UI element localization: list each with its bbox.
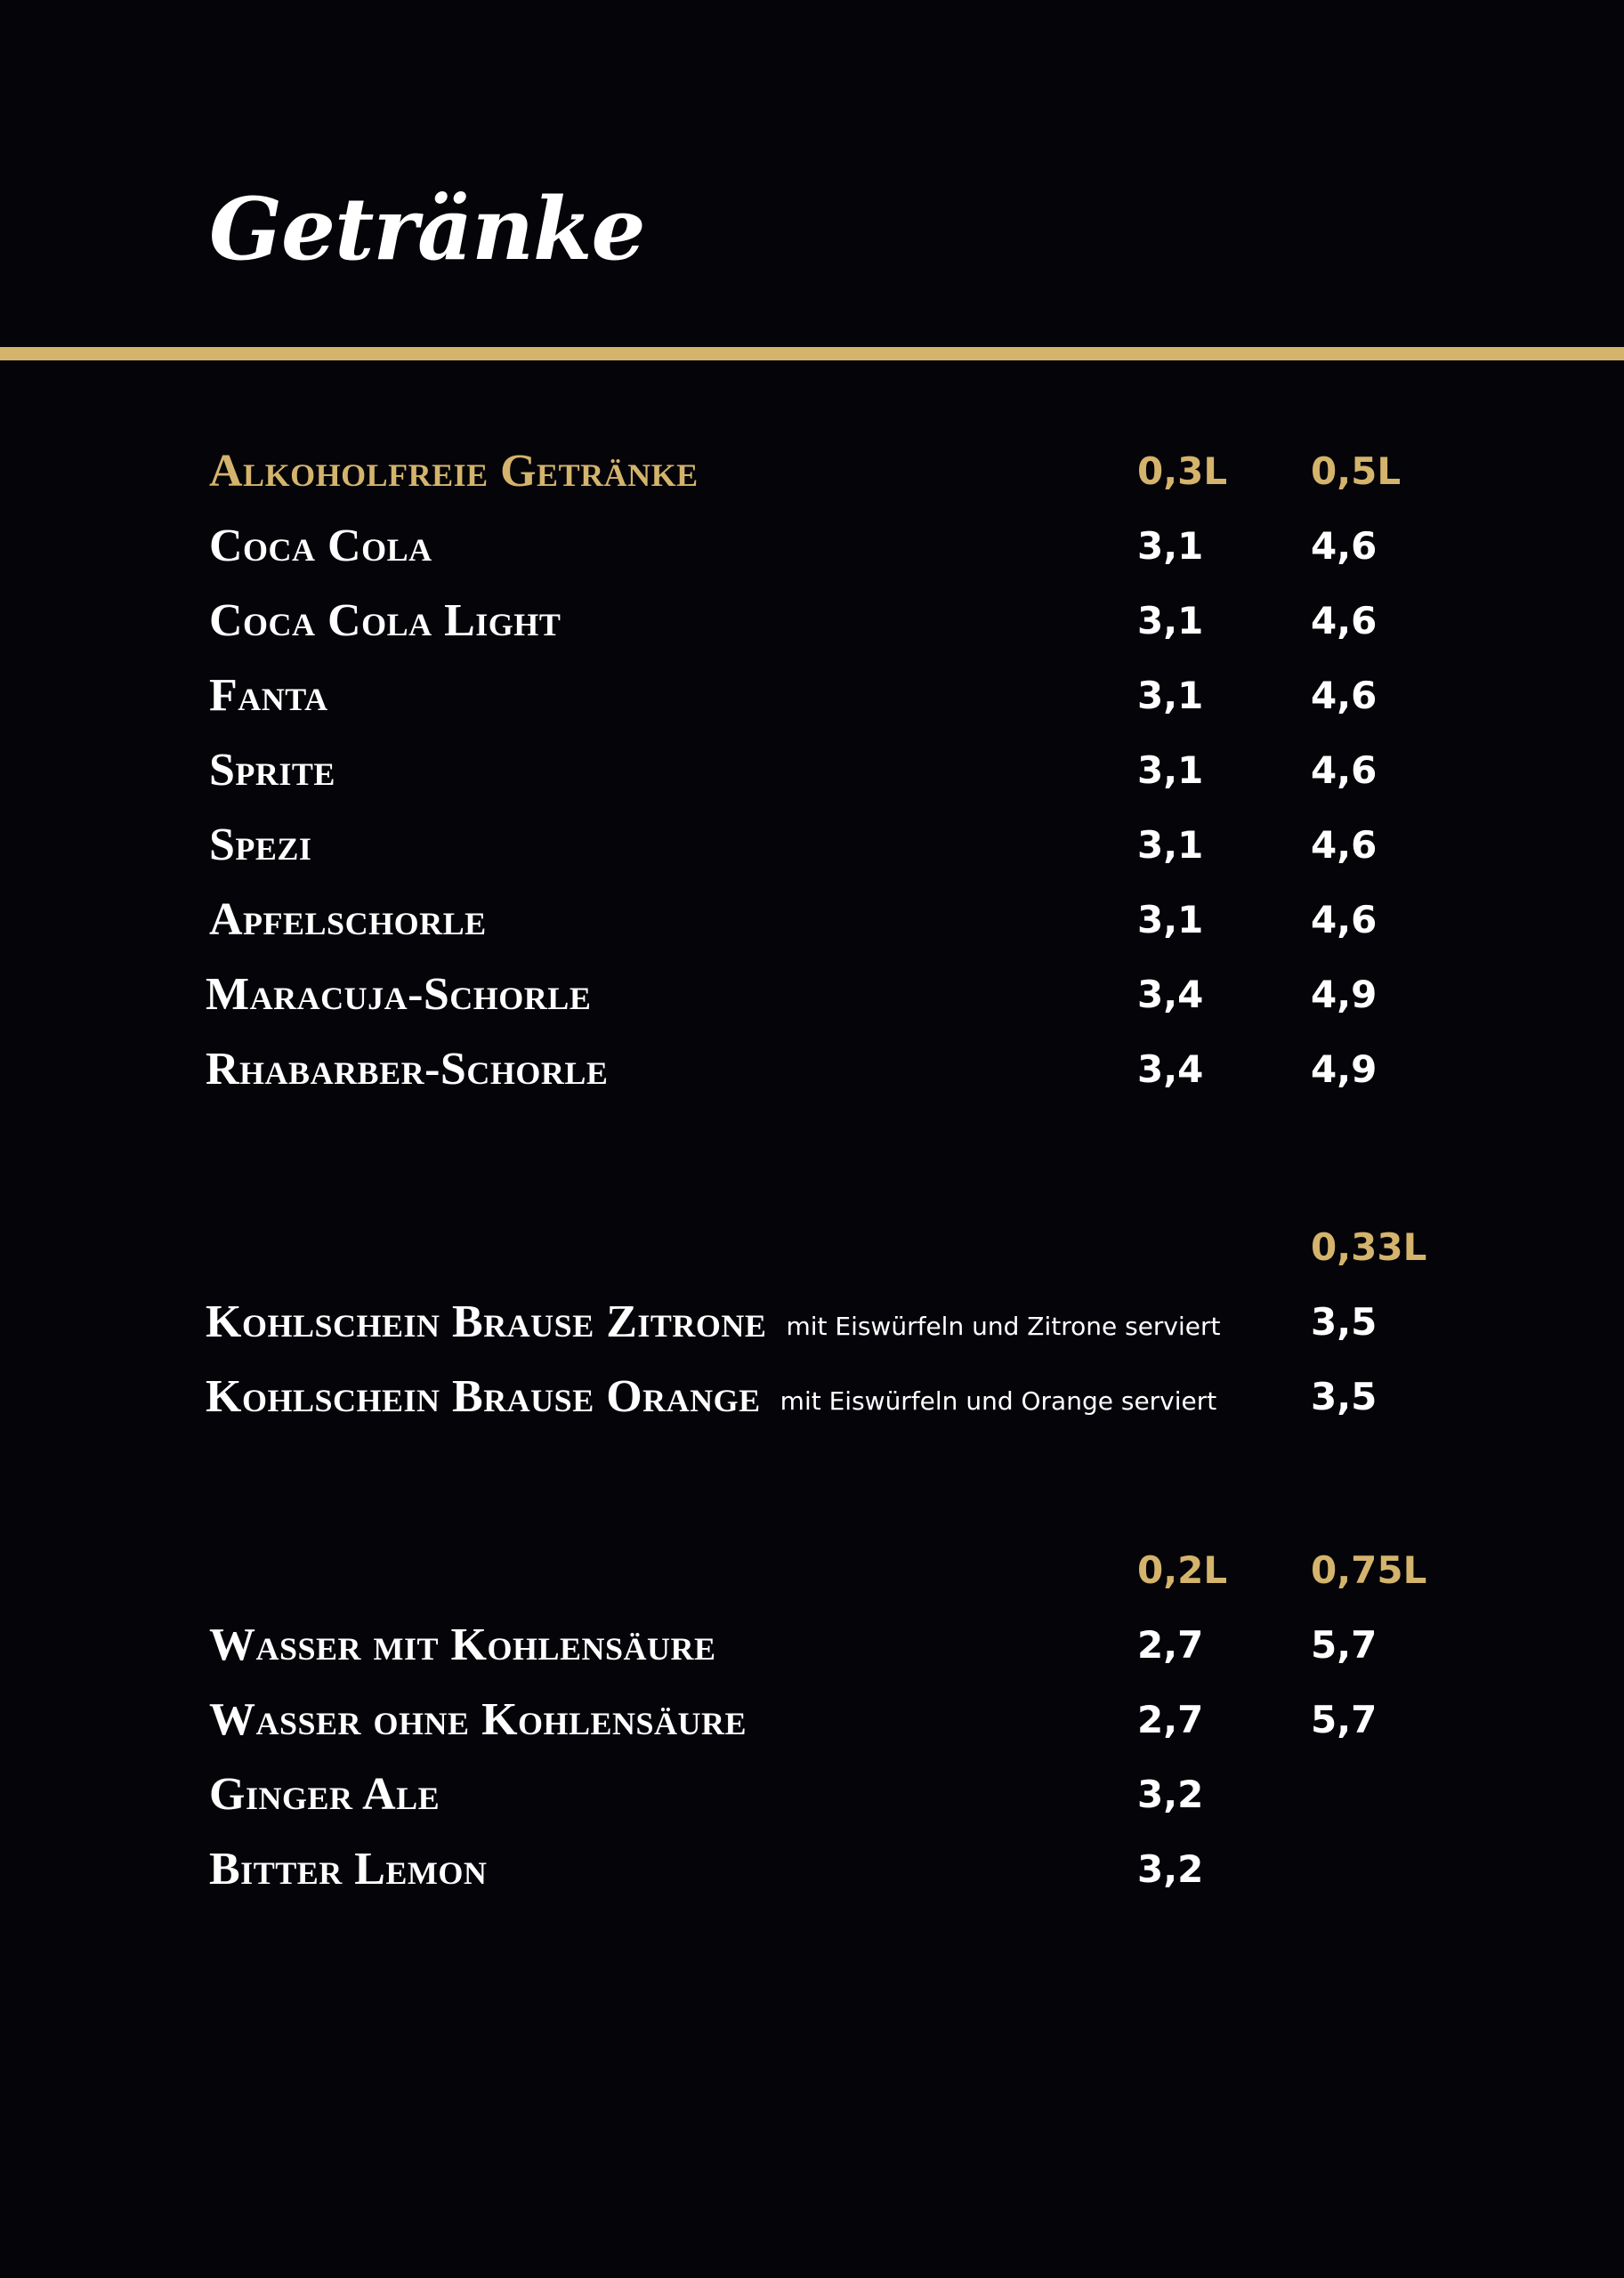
item-price-small: 3,2 [1137,1773,1204,1816]
menu-item-spezi [0,819,1624,872]
section1-col1-label: 0,3L [1137,449,1228,493]
item-name: Sprite [209,745,335,796]
item-name: Rhabarber-Schorle [206,1044,609,1095]
section1-col2-label: 0,5L [1311,449,1402,493]
item-name: Maracuja-Schorle [206,969,592,1020]
item-price-small: 3,4 [1137,973,1204,1016]
item-price-small: 3,2 [1137,1847,1204,1891]
item-name: Coca Cola [209,521,432,571]
menu-item-wasser-mit [0,1619,1624,1672]
page-title: Getränke [209,179,645,279]
section3-col2-label: 0,75L [1311,1548,1427,1592]
item-price-large: 4,6 [1311,674,1378,717]
menu-item-ginger-ale [0,1768,1624,1822]
gold-divider [0,347,1624,360]
item-name: Wasser mit Kohlensäure [209,1620,716,1670]
item-name: Kohlschein Brause Zitrone [206,1297,767,1347]
item-price-large: 4,6 [1311,898,1378,941]
item-price-large: 4,6 [1311,823,1378,867]
item-name: Bitter Lemon [209,1844,488,1894]
item-price-large: 4,6 [1311,524,1378,568]
menu-item-wasser-ohne [0,1693,1624,1747]
section1-heading: Alkoholfreie Getränke [209,446,699,497]
item-name: Kohlschein Brause Orange [206,1371,761,1422]
item-price-small: 3,1 [1137,898,1204,941]
menu-item-coca-cola [0,520,1624,573]
item-price: 3,5 [1311,1375,1378,1418]
item-price-small: 2,7 [1137,1623,1204,1667]
item-note: mit Eiswürfeln und Orange serviert [780,1386,1217,1416]
menu-item-apfelschorle [0,893,1624,947]
item-price-small: 2,7 [1137,1698,1204,1741]
item-name: Coca Cola Light [209,595,562,646]
item-name: Apfelschorle [209,894,487,945]
item-price-large: 5,7 [1311,1698,1378,1741]
menu-item-coca-cola-light [0,594,1624,648]
item-name: Wasser ohne Kohlensäure [209,1694,747,1745]
item-price-small: 3,4 [1137,1047,1204,1091]
item-name-with-note [206,1296,1221,1353]
section1-header-row [0,445,1624,498]
item-name-with-note [206,1370,1216,1428]
item-price-large: 4,6 [1311,748,1378,792]
item-price-small: 3,1 [1137,599,1204,642]
item-price-small: 3,1 [1137,674,1204,717]
item-name: Ginger Ale [209,1769,440,1820]
item-name: Spezi [209,820,312,870]
menu-item-maracuja-schorle [0,968,1624,1022]
menu-item-rhabarber-schorle [0,1043,1624,1096]
item-price-small: 3,1 [1137,823,1204,867]
item-price-small: 3,1 [1137,524,1204,568]
menu-item-sprite [0,744,1624,797]
section3-col1-label: 0,2L [1137,1548,1228,1592]
item-name: Fanta [209,670,328,721]
menu-item-brause-zitrone [0,1296,1624,1349]
item-price-large: 4,9 [1311,973,1378,1016]
menu-item-bitter-lemon [0,1843,1624,1896]
item-note: mit Eiswürfeln und Zitrone serviert [786,1312,1221,1341]
section3-header-row [0,1544,1624,1597]
item-price-large: 4,9 [1311,1047,1378,1091]
item-price: 3,5 [1311,1300,1378,1344]
section2-header-row [0,1221,1624,1274]
menu-item-brause-orange [0,1370,1624,1424]
item-price-small: 3,1 [1137,748,1204,792]
menu-item-fanta [0,669,1624,723]
item-price-large: 4,6 [1311,599,1378,642]
item-price-large: 5,7 [1311,1623,1378,1667]
section2-col-label: 0,33L [1311,1225,1427,1269]
